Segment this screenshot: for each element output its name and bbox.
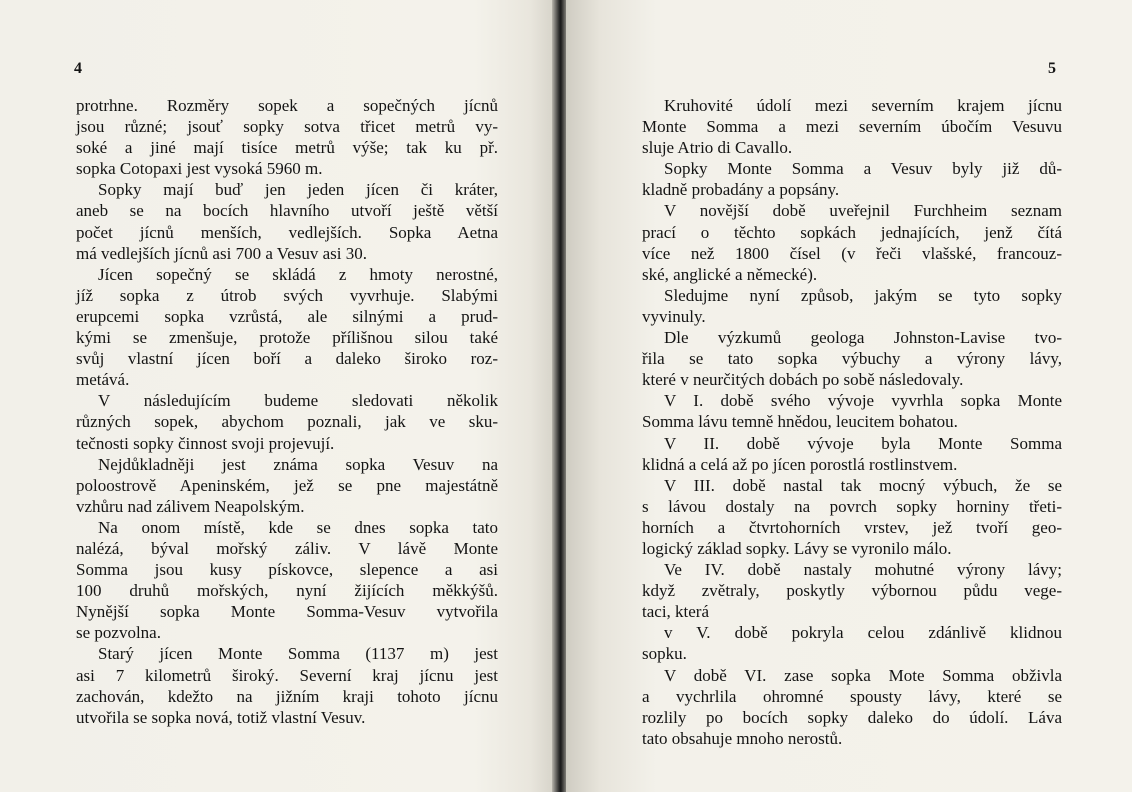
right-page [566,0,1132,792]
text-line: více než 1800 čísel (v řeči vlašské, francouz- [642,243,1062,263]
text-line: počet jícnů menších, vedlejších. Sopka Aetna [76,222,498,242]
paragraph [642,475,1062,559]
text-line: ské, anglické a německé). [642,264,818,284]
text-line: protrhne. Rozměry sopek a sopečných jícnů [76,96,498,115]
text-line: Nejdůkladněji jest známa sopka Vesuv na [98,454,498,474]
text-line: Sledujme nyní způsob, jakým se tyto sopky [664,285,1062,305]
text-line: V době VI. zase sopka Mote Somma obživla [664,665,1062,685]
paragraph [642,200,1062,284]
text-line: Na onom místě, kde se dnes sopka tato [98,517,498,537]
paragraph [76,179,498,263]
paragraph [642,390,1062,432]
text-line: V I. době svého vývoje vyvrhla sopka Monte [664,391,1062,411]
page-number-right: 5 [1048,60,1056,77]
paragraph [642,158,1062,200]
text-line: Ve IV. době nastaly mohutné výrony lávy; [664,560,1062,580]
text-line: aneb se na bocích hlavního utvoří ještě větší [76,201,498,221]
paragraph [642,433,1062,475]
text-line: rozlily po bocích sopky daleko do údolí. Láva [642,707,1062,727]
text-line: 100 druhů mořských, nyní žijících měkkýšů. [76,581,498,601]
text-line: v V. době pokryla celou zdánlivě klidnou [664,623,1062,643]
text-line: vyvinuly. [642,306,706,326]
paragraph [76,454,498,517]
text-line: sopku. [642,644,687,664]
text-line: Sopky Monte Somma a Vesuv byly již dů- [664,159,1062,179]
text-line: různých sopek, abychom poznali, jak ve sku- [76,412,498,432]
text-line: Sopky mají buď jen jeden jícen či kráter, [98,180,498,200]
text-line: horních a čtvrtohorních vrstev, jež tvoří geo- [642,517,1062,537]
text-line: metává. [76,370,130,390]
text-line: Somma jsou kusy pískovce, slepence a asi [76,560,498,580]
paragraph [642,95,1062,158]
text-line: má vedlejších jícnů asi 700 a Vesuv asi 30. [76,243,367,263]
text-line: logický základ sopky. Lávy se vyronilo málo. [642,538,952,558]
text-line: V následujícím budeme sledovati několik [98,391,498,411]
paragraph [642,622,1062,664]
text-line: Nynější sopka Monte Somma-Vesuv vytvořila [76,602,498,622]
paragraph [642,559,1062,622]
text-line: asi 7 kilometrů široký. Severní kraj jícnu jest [76,665,498,685]
text-line: když zvětraly, poskytly výbornou půdu vege- [642,581,1062,601]
paragraph [76,643,498,727]
text-line: se pozvolna. [76,623,161,643]
paragraph [642,665,1062,749]
paragraph [642,285,1062,327]
paragraph [642,327,1062,390]
paragraph [76,95,498,179]
paragraph [76,390,498,453]
text-line: Monte Somma a mezi severním úbočím Vesuvu [642,117,1062,137]
right-page-text [642,95,1062,749]
text-line: jsou různé; jsouť sopky sotva třicet metrů vy- [76,117,498,137]
text-line: utvořila se sopka nová, totiž vlastní Vesuv. [76,707,366,727]
text-line: V novější době uveřejnil Furchheim seznam [664,201,1062,221]
text-line: a vychrlila ohromné spousty lávy, které se [642,686,1062,706]
text-line: sluje Atrio di Cavallo. [642,138,793,158]
text-line: poloostrově Apeninském, jež se pne majestátně [76,475,498,495]
paragraph [76,264,498,391]
text-line: tato obsahuje mnoho nerostů. [642,728,843,748]
text-line: Dle výzkumů geologa Johnston-Lavise tvo- [664,328,1062,348]
text-line: nalézá, býval mořský záliv. V lávě Monte [76,538,498,558]
text-line: vzhůru nad zálivem Neapolským. [76,496,305,516]
text-line: sopka Cotopaxi jest vysoká 5960 m. [76,159,323,179]
left-page-text [76,95,498,728]
text-line: řila se tato sopka výbuchy a výrony lávy, [642,349,1062,369]
text-line: V III. době nastal tak mocný výbuch, že se [664,475,1062,495]
text-line: erupcemi sopka vzrůstá, ale silnými a prud- [76,306,498,326]
text-line: s lávou dostaly na povrch sopky horniny třeti- [642,496,1062,516]
text-line: kými se zmenšuje, protože přílišnou silou také [76,328,498,348]
text-line: Jícen sopečný se skládá z hmoty nerostné, [98,264,498,284]
text-line: soké a jiné mají tisíce metrů výše; tak ku př. [76,138,498,158]
text-line: kladně probadány a popsány. [642,180,840,200]
page-number-left: 4 [74,60,82,77]
text-line: svůj vlastní jícen boří a daleko široko roz- [76,349,498,369]
text-line: Somma lávu temně hnědou, leucitem bohatou. [642,412,958,432]
text-line: Starý jícen Monte Somma (1137 m) jest [98,644,498,664]
text-line: Kruhovité údolí mezi severním krajem jícnu [664,96,1062,115]
text-line: prací o těchto sopkách jednajících, jenž čítá [642,222,1062,242]
text-line: jíž sopka z útrob svých vyvrhuje. Slabými [76,285,498,305]
text-line: které v neurčitých dobách po sobě následovaly. [642,370,964,390]
text-line: V II. době vývoje byla Monte Somma [664,433,1062,453]
left-page [0,0,558,792]
text-line: tečnosti sopky činnost svoji projevují. [76,433,335,453]
text-line: taci, která [642,602,710,622]
paragraph [76,517,498,644]
text-line: zachován, kdežto na jižním kraji tohoto jícnu [76,686,498,706]
text-line: klidná a celá až po jícen porostlá rostlinstvem. [642,454,958,474]
